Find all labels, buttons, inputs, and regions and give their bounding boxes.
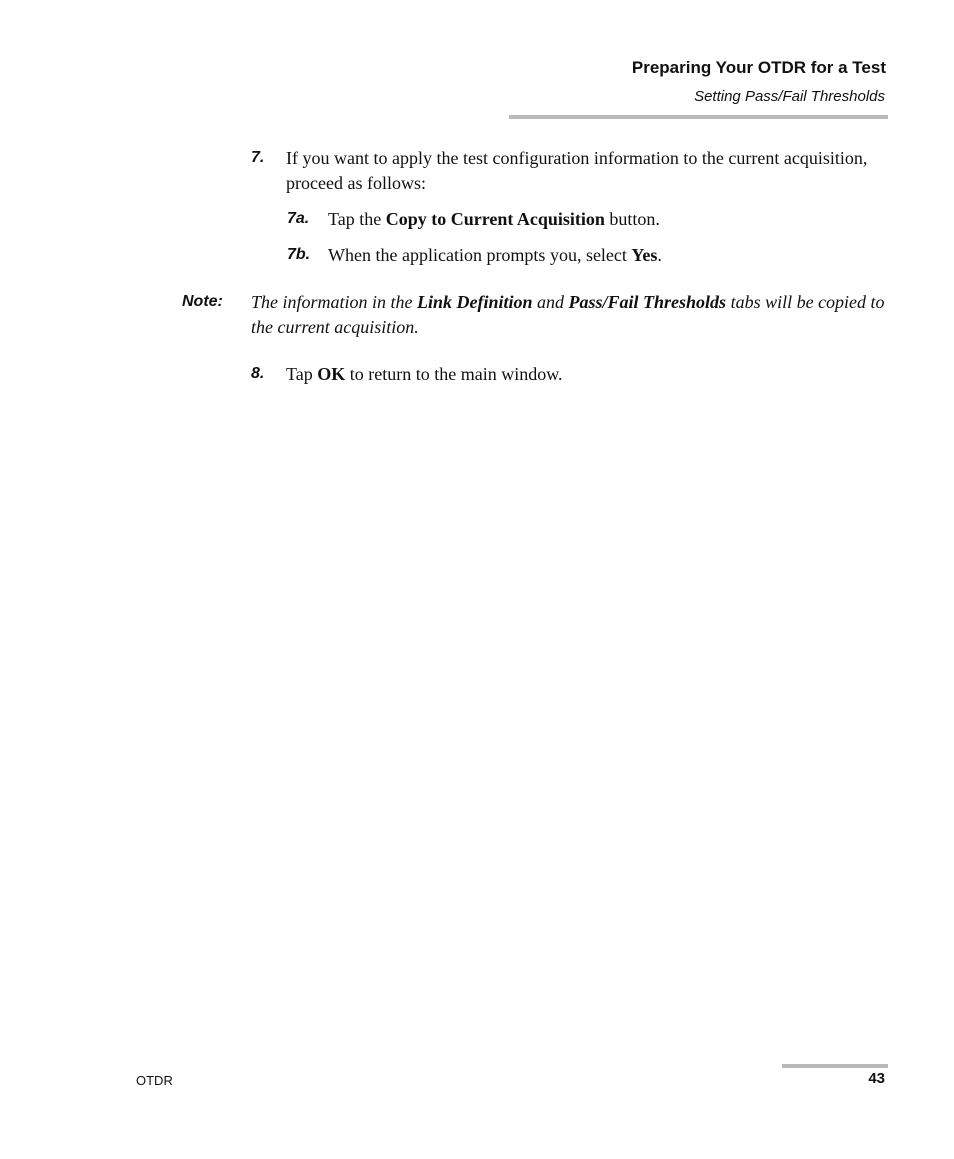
page-number: 43 xyxy=(868,1070,885,1087)
note-label: Note: xyxy=(182,293,223,310)
step-7b-text xyxy=(328,243,662,268)
step-8-text xyxy=(286,362,563,387)
step-8-pre: Tap xyxy=(286,364,318,384)
step-7b-number: 7b. xyxy=(287,246,311,263)
note-part-2: and xyxy=(532,292,569,312)
step-7a-post: button. xyxy=(604,209,660,229)
footer-rule xyxy=(782,1064,888,1068)
running-header-title: Preparing Your OTDR for a Test xyxy=(631,58,886,77)
footer-product-name: OTDR xyxy=(136,1073,173,1088)
note-part-1: The information in the xyxy=(251,292,417,312)
step-7-number: 7. xyxy=(251,149,265,166)
step-7b-post: . xyxy=(657,245,662,265)
link-definition-label: Link Definition xyxy=(417,292,533,312)
step-7a-text xyxy=(328,207,660,232)
header-rule xyxy=(509,115,888,119)
pass-fail-thresholds-label: Pass/Fail Thresholds xyxy=(568,292,727,312)
step-7a-pre: Tap the xyxy=(328,209,386,229)
step-7-text: If you want to apply the test configuration information to the current acquisition, proceed as follows: xyxy=(286,148,868,193)
step-8-post: to return to the main window. xyxy=(345,364,563,384)
copy-to-current-acquisition-label: Copy to Current Acquisition xyxy=(385,209,605,229)
step-7a-number: 7a. xyxy=(287,210,310,227)
ok-label: OK xyxy=(317,364,346,384)
yes-label: Yes xyxy=(631,245,658,265)
running-header-subtitle: Setting Pass/Fail Thresholds xyxy=(694,88,885,105)
note-text xyxy=(251,290,891,340)
step-8-number: 8. xyxy=(251,365,265,382)
note-part-3: tabs will be copied to the current acquisition. xyxy=(251,292,885,337)
step-7b-pre: When the application prompts you, select xyxy=(328,245,632,265)
